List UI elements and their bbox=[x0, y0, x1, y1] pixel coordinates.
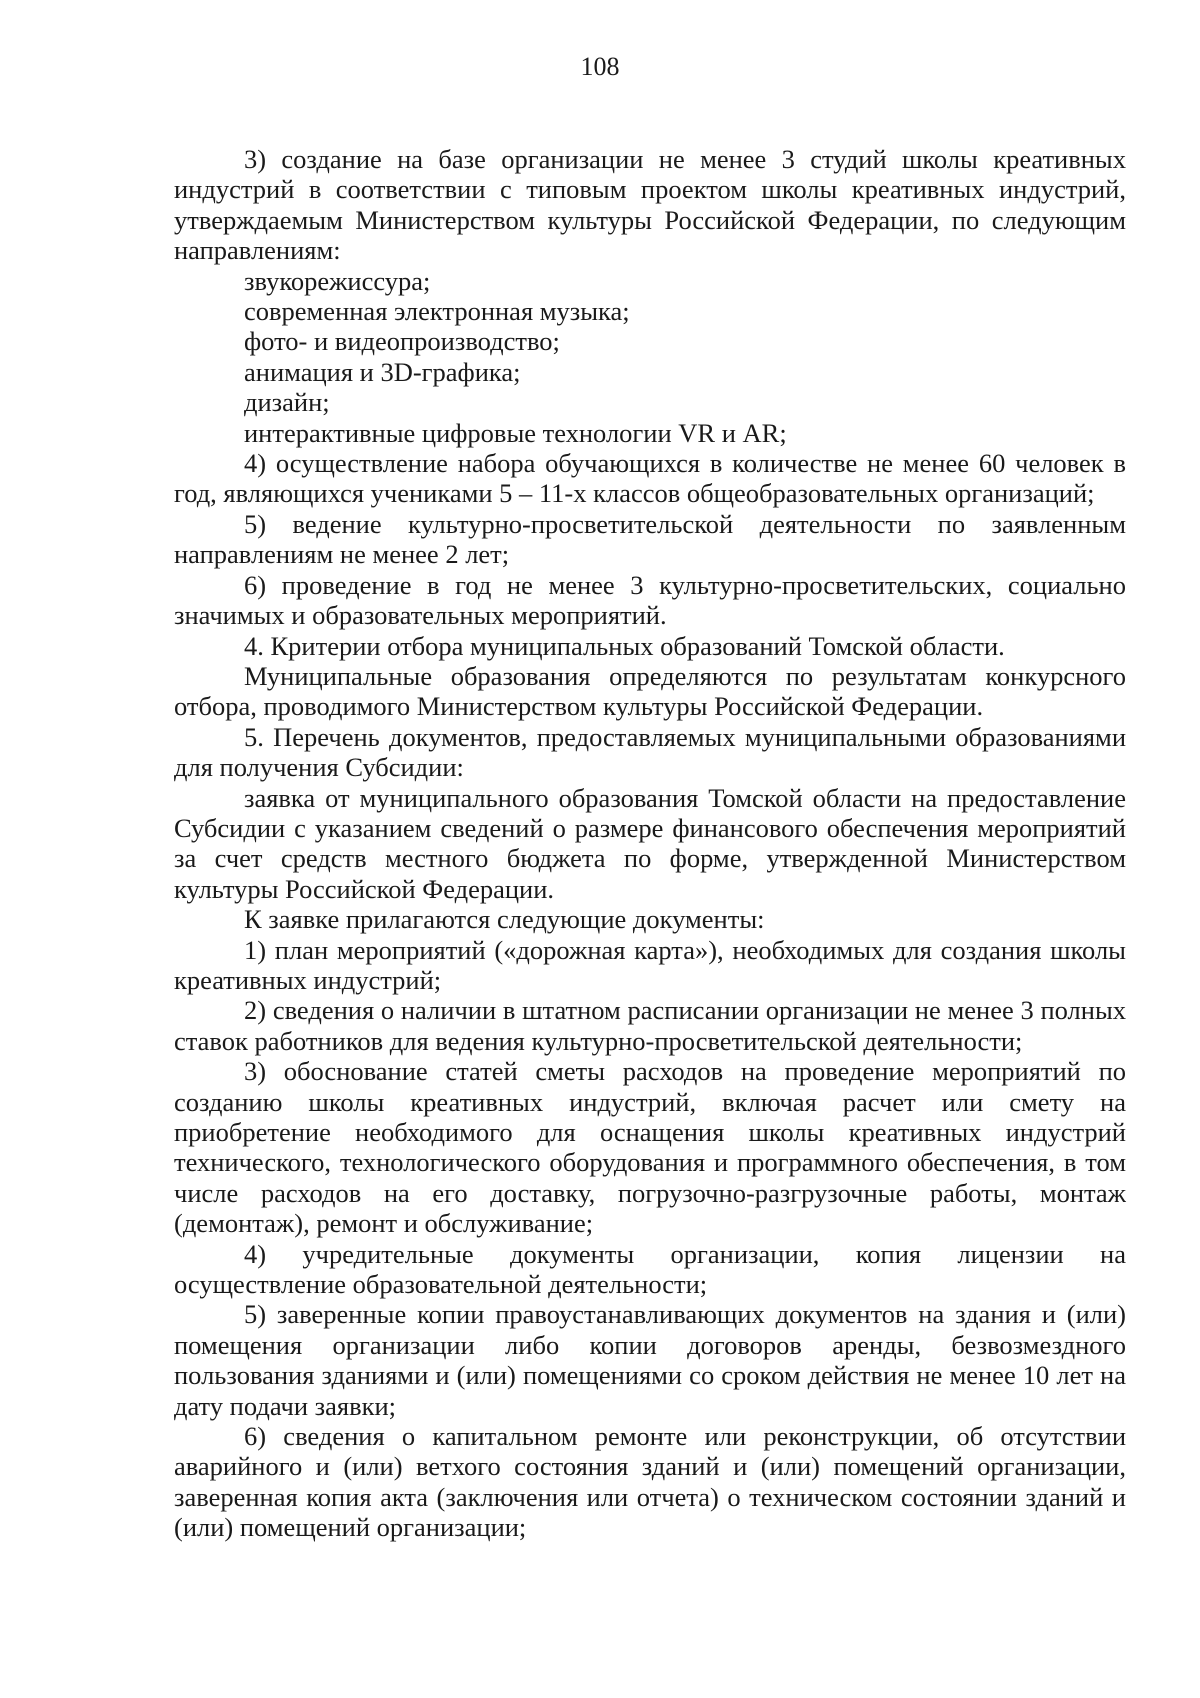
list-item-animation-3d: анимация и 3D-графика; bbox=[244, 356, 521, 387]
section-heading-4-criteria: 4. Критерии отбора муниципальных образований Томской области. bbox=[244, 630, 1005, 661]
paragraph-item-6-events: 6) проведение в год не менее 3 культурно-просветительских, социально значимых и образовательных мероприятий. bbox=[174, 569, 1126, 631]
paragraph-attachments-intro: К заявке прилагаются следующие документы: bbox=[244, 904, 765, 935]
attachment-item-4-founding-docs: 4) учредительные документы организации, копия лицензии на осуществление образовательной деятельности; bbox=[174, 1238, 1126, 1300]
list-item-design: дизайн; bbox=[244, 387, 330, 418]
attachment-item-3-estimate: 3) обоснование статей сметы расходов на проведение мероприятий по созданию школы креативных индустрий, включая расчет или смету на приобретение необходимого для оснащения школы креативных индустрий технического, технологического оборудования и программного обеспечения, в том числе расходов на его доставку, погрузочно-разгрузочные работы, монтаж (демонтаж), ремонт и обслуживание; bbox=[174, 1056, 1126, 1239]
list-item-vr-ar: интерактивные цифровые технологии VR и AR; bbox=[244, 417, 787, 448]
paragraph-criteria-body: Муниципальные образования определяются по результатам конкурсного отбора, проводимого Министерством культуры Российской Федерации. bbox=[174, 660, 1126, 722]
document-body bbox=[174, 144, 1126, 1543]
list-item-electronic-music: современная электронная музыка; bbox=[244, 296, 630, 327]
attachment-item-2-staff: 2) сведения о наличии в штатном расписании организации не менее 3 полных ставок работников для ведения культурно-просветительской деятельности; bbox=[174, 995, 1126, 1056]
paragraph-application: заявка от муниципального образования Томской области на предоставление Субсидии с указанием сведений о размере финансового обеспечения мероприятий за счет средств местного бюджета по форме, утвержденной Министерством культуры Российской Федерации. bbox=[174, 782, 1126, 904]
page-number: 108 bbox=[580, 52, 620, 81]
attachment-item-5-property-docs: 5) заверенные копии правоустанавливающих документов на здания и (или) помещения организации либо копии договоров аренды, безвозмездного пользования зданиями и (или) помещениями со сроком действия не менее 10 лет на дату подачи заявки; bbox=[174, 1299, 1126, 1421]
section-heading-5-documents: 5. Перечень документов, предоставляемых муниципальными образованиями для получения Субсидии: bbox=[174, 721, 1126, 783]
attachment-item-1-roadmap: 1) план мероприятий («дорожная карта»), необходимых для создания школы креативных индустрий; bbox=[174, 934, 1126, 995]
paragraph-item-3-studios: 3) создание на базе организации не менее 3 студий школы креативных индустрий в соответствии с типовым проектом школы креативных индустрий, утверждаемым Министерством культуры Российской Федерации, по следующим направлениям: bbox=[174, 144, 1126, 266]
list-item-sound-engineering: звукорежиссура; bbox=[244, 265, 431, 296]
attachment-item-6-repair-info: 6) сведения о капитальном ремонте или реконструкции, об отсутствии аварийного и (или) ветхого состояния зданий и (или) помещений организации, заверенная копия акта (заключения или отчета) о техническом состоянии зданий и (или) помещений организации; bbox=[174, 1421, 1126, 1543]
paragraph-item-4-enrollment: 4) осуществление набора обучающихся в количестве не менее 60 человек в год, являющихся учениками 5 – 11-х классов общеобразовательных организаций; bbox=[174, 448, 1126, 509]
list-item-photo-video: фото- и видеопроизводство; bbox=[244, 326, 560, 357]
paragraph-item-5-activity: 5) ведение культурно-просветительской деятельности по заявленным направлениям не менее 2 лет; bbox=[174, 508, 1126, 570]
